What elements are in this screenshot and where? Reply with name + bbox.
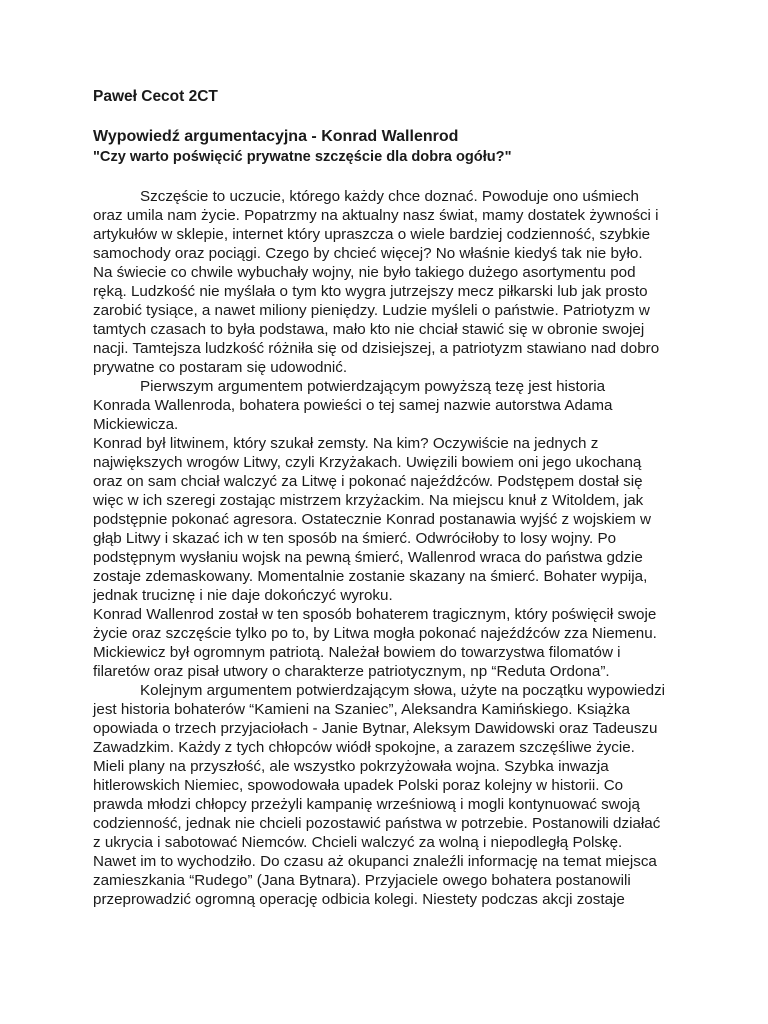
text-line: Mickiewicza. — [93, 416, 179, 433]
text-line: więc w ich szeregi zostając mistrzem krzyżackim. Na miejscu knuł z Witoldem, jak — [93, 492, 644, 509]
text-line: życie oraz szczęście tylko po to, by Litwa mogła pokonać najeźdźców zza Niemenu. — [93, 625, 657, 642]
text-line: tamtych czasach to była podstawa, mało kto nie chciał stawić się w obronie swojej — [93, 321, 645, 338]
text-line: przeprowadzić ogromną operację odbicia kolegi. Niestety podczas akcji zostaje — [93, 891, 625, 908]
text-line: Szczęście to uczucie, którego każdy chce doznać. Powoduje ono uśmiech — [140, 188, 639, 205]
text-line: codzienność, jednak nie chcieli pozostawić państwa w potrzebie. Postanowili działać — [93, 815, 661, 832]
text-line: Konrada Wallenroda, bohatera powieści o tej samej nazwie autorstwa Adama — [93, 397, 613, 414]
text-line: filaretów oraz pisał utwory o charakterze patriotycznym, np “Reduta Ordona”. — [93, 663, 610, 680]
text-line: artykułów w sklepie, internet który upraszcza o wiele bardziej codzienność, szybkie — [93, 226, 651, 243]
essay-body — [93, 187, 683, 909]
text-line: zamieszkania “Rudego” (Jana Bytnara). Przyjaciele owego bohatera postanowili — [93, 872, 631, 889]
text-line: Pierwszym argumentem potwierdzającym powyższą tezę jest historia — [140, 378, 606, 395]
text-line: Mieli plany na przyszłość, ale wszystko pokrzyżowała wojna. Szybka inwazja — [93, 758, 609, 775]
text-line: opowiada o trzech przyjaciołach - Janie Bytnar, Aleksym Dawidowski oraz Tadeuszu — [93, 720, 658, 737]
author-line: Paweł Cecot 2CT — [93, 88, 218, 105]
text-line: podstępnie pokonać agresora. Ostatecznie Konrad postanawia wyjść z wojskiem w — [93, 511, 652, 528]
text-line: Na świecie co chwile wybuchały wojny, nie było takiego dużego asortymentu pod — [93, 264, 636, 281]
text-line: Kolejnym argumentem potwierdzającym słowa, użyte na początku wypowiedzi — [140, 682, 666, 699]
text-line: Konrad Wallenrod został w ten sposób bohaterem tragicznym, który poświęcił swoje — [93, 606, 657, 623]
text-line: Nawet im to wychodziło. Do czasu aż okupanci znaleźli informację na temat miejsca — [93, 853, 657, 870]
text-line: samochody oraz pociągi. Czego by chcieć więcej? No właśnie kiedyś tak nie było. — [93, 245, 643, 262]
text-line: z ukrycia i sabotować Niemców. Chcieli walczyć za wolną i niepodległą Polskę. — [93, 834, 623, 851]
text-line: prawda młodzi chłopcy przeżyli kampanię wrześniową i mogli kontynuować swoją — [93, 796, 640, 813]
text-line: Mickiewicz był ogromnym patriotą. Należał bowiem do towarzystwa filomatów i — [93, 644, 621, 661]
text-line: jednak truciznę i nie daje dokończyć wyroku. — [93, 587, 393, 604]
text-line: nacji. Tamtejsza ludzkość różniła się od dzisiejszej, a patriotyzm stawiano nad dobro — [93, 340, 660, 357]
text-line: największych wrogów Litwy, czyli Krzyżakach. Uwięzili bowiem oni jego ukochaną — [93, 454, 642, 471]
text-line: Konrad był litwinem, który szukał zemsty. Na kim? Oczywiście na jednych z — [93, 435, 599, 452]
text-line: zostaje zdemaskowany. Momentalnie zostanie skazany na śmierć. Bohater wypija, — [93, 568, 648, 585]
document-content — [93, 87, 683, 909]
text-line: oraz umila nam życie. Popatrzmy na aktualny nasz świat, mamy dostatek żywności i — [93, 207, 659, 224]
text-line: ręką. Ludzkość nie myślała o tym kto wygra jutrzejszy mecz piłkarski lub jak prosto — [93, 283, 648, 300]
essay-title: Wypowiedź argumentacyjna - Konrad Wallenrod — [93, 128, 459, 145]
text-line: głąb Litwy i skazać ich w ten sposób na śmierć. Odwróciłoby to losy wojny. Po — [93, 530, 617, 547]
text-line: prywatne co postaram się udowodnić. — [93, 359, 348, 376]
text-line: jest historia bohaterów “Kamieni na Szaniec”, Aleksandra Kamińskiego. Książka — [93, 701, 630, 718]
text-line: zarobić tysiące, a nawet miliony pieniędzy. Ludzie myśleli o państwie. Patriotyzm w — [93, 302, 650, 319]
text-line: hitlerowskich Niemiec, spowodowała upadek Polski poraz kolejny w historii. Co — [93, 777, 624, 794]
essay-question: "Czy warto poświęcić prywatne szczęście dla dobra ogółu?" — [93, 149, 512, 165]
text-line: oraz on sam chciał walczyć za Litwę i pokonać najeźdźców. Podstępem dostał się — [93, 473, 643, 490]
text-line: Zawadzkim. Każdy z tych chłopców wiódł spokojne, a zarazem szczęśliwe życie. — [93, 739, 635, 756]
text-line: podstępnym wysłaniu wojsk na pewną śmierć, Wallenrod wraca do państwa gdzie — [93, 549, 643, 566]
